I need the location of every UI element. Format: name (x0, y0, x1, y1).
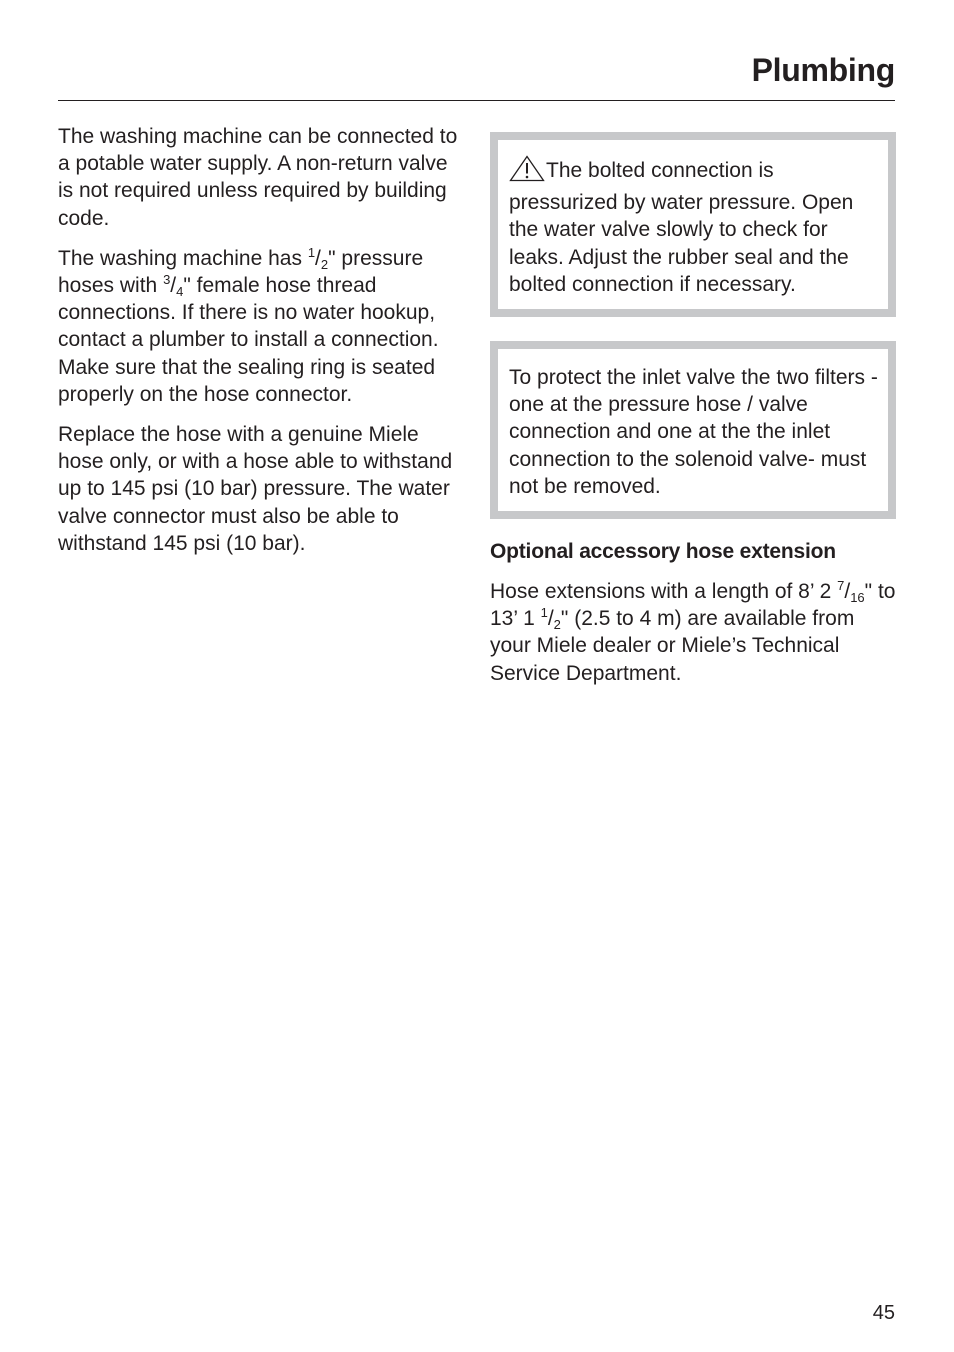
fraction-slash: / (844, 580, 851, 604)
hose-text-part2: " pressure hoses with (58, 246, 424, 298)
fraction-denominator: 4 (176, 284, 184, 300)
title-rule (58, 100, 895, 101)
fraction-numerator: 1 (307, 244, 316, 260)
fraction-denominator: 2 (553, 617, 561, 633)
fraction-numerator: 3 (163, 272, 171, 288)
right-column (490, 132, 896, 687)
hose-text-part3: " female hose thread connections. If there is no water hookup, contact a plumber to install a connection. Make sure that the sealing ring is seated properly on the hose connector. (58, 274, 439, 406)
extension-text-part3: " (2.5 to 4 m) are available from your Miele dealer or Miele’s Technical Service Department. (490, 607, 855, 685)
extension-text-part1: Hose extensions with a length of 8’ 2 (490, 580, 838, 604)
fraction-numerator: 1 (540, 605, 548, 621)
hose-connection-paragraph (58, 245, 468, 408)
warning-text: The bolted connection is pressurized by water pressure. Open the water valve slowly to check for leaks. Adjust the rubber seal and the bolted connection if necessary. (509, 159, 854, 296)
section-heading: Optional accessory hose extension (490, 540, 836, 564)
fraction-slash: / (170, 274, 177, 298)
water-supply-paragraph: The washing machine can be connected to a potable water supply. A non-return valve is not required unless required by building code. (58, 125, 458, 230)
extension-text-part2: " to 13’ 1 (490, 580, 896, 631)
page-number: 45 (872, 1302, 895, 1324)
hose-replacement-paragraph: Replace the hose with a genuine Miele hose only, or with a hose able to withstand up to 145 psi (10 bar) pressure. The water valve connector must also be able to withstand 145 psi (10 bar). (58, 423, 453, 555)
warning-triangle-icon (509, 155, 545, 189)
warning-paragraph (509, 155, 878, 298)
left-column (58, 123, 468, 557)
fraction-denominator: 16 (850, 590, 865, 606)
filter-note-box (490, 341, 896, 519)
fraction-slash: / (547, 607, 554, 631)
fraction-numerator: 7 (837, 578, 845, 594)
hose-text-part1: The washing machine has (58, 246, 308, 270)
filter-note-text: To protect the inlet valve the two filters - one at the pressure hose / valve connection and one at the the inlet connection to the solenoid valve- must not be removed. (509, 366, 878, 498)
fraction-denominator: 2 (320, 256, 329, 272)
fraction-slash: / (315, 246, 321, 270)
warning-box (490, 132, 896, 317)
page-title: Plumbing (751, 52, 895, 88)
hose-extension-paragraph (490, 578, 896, 687)
